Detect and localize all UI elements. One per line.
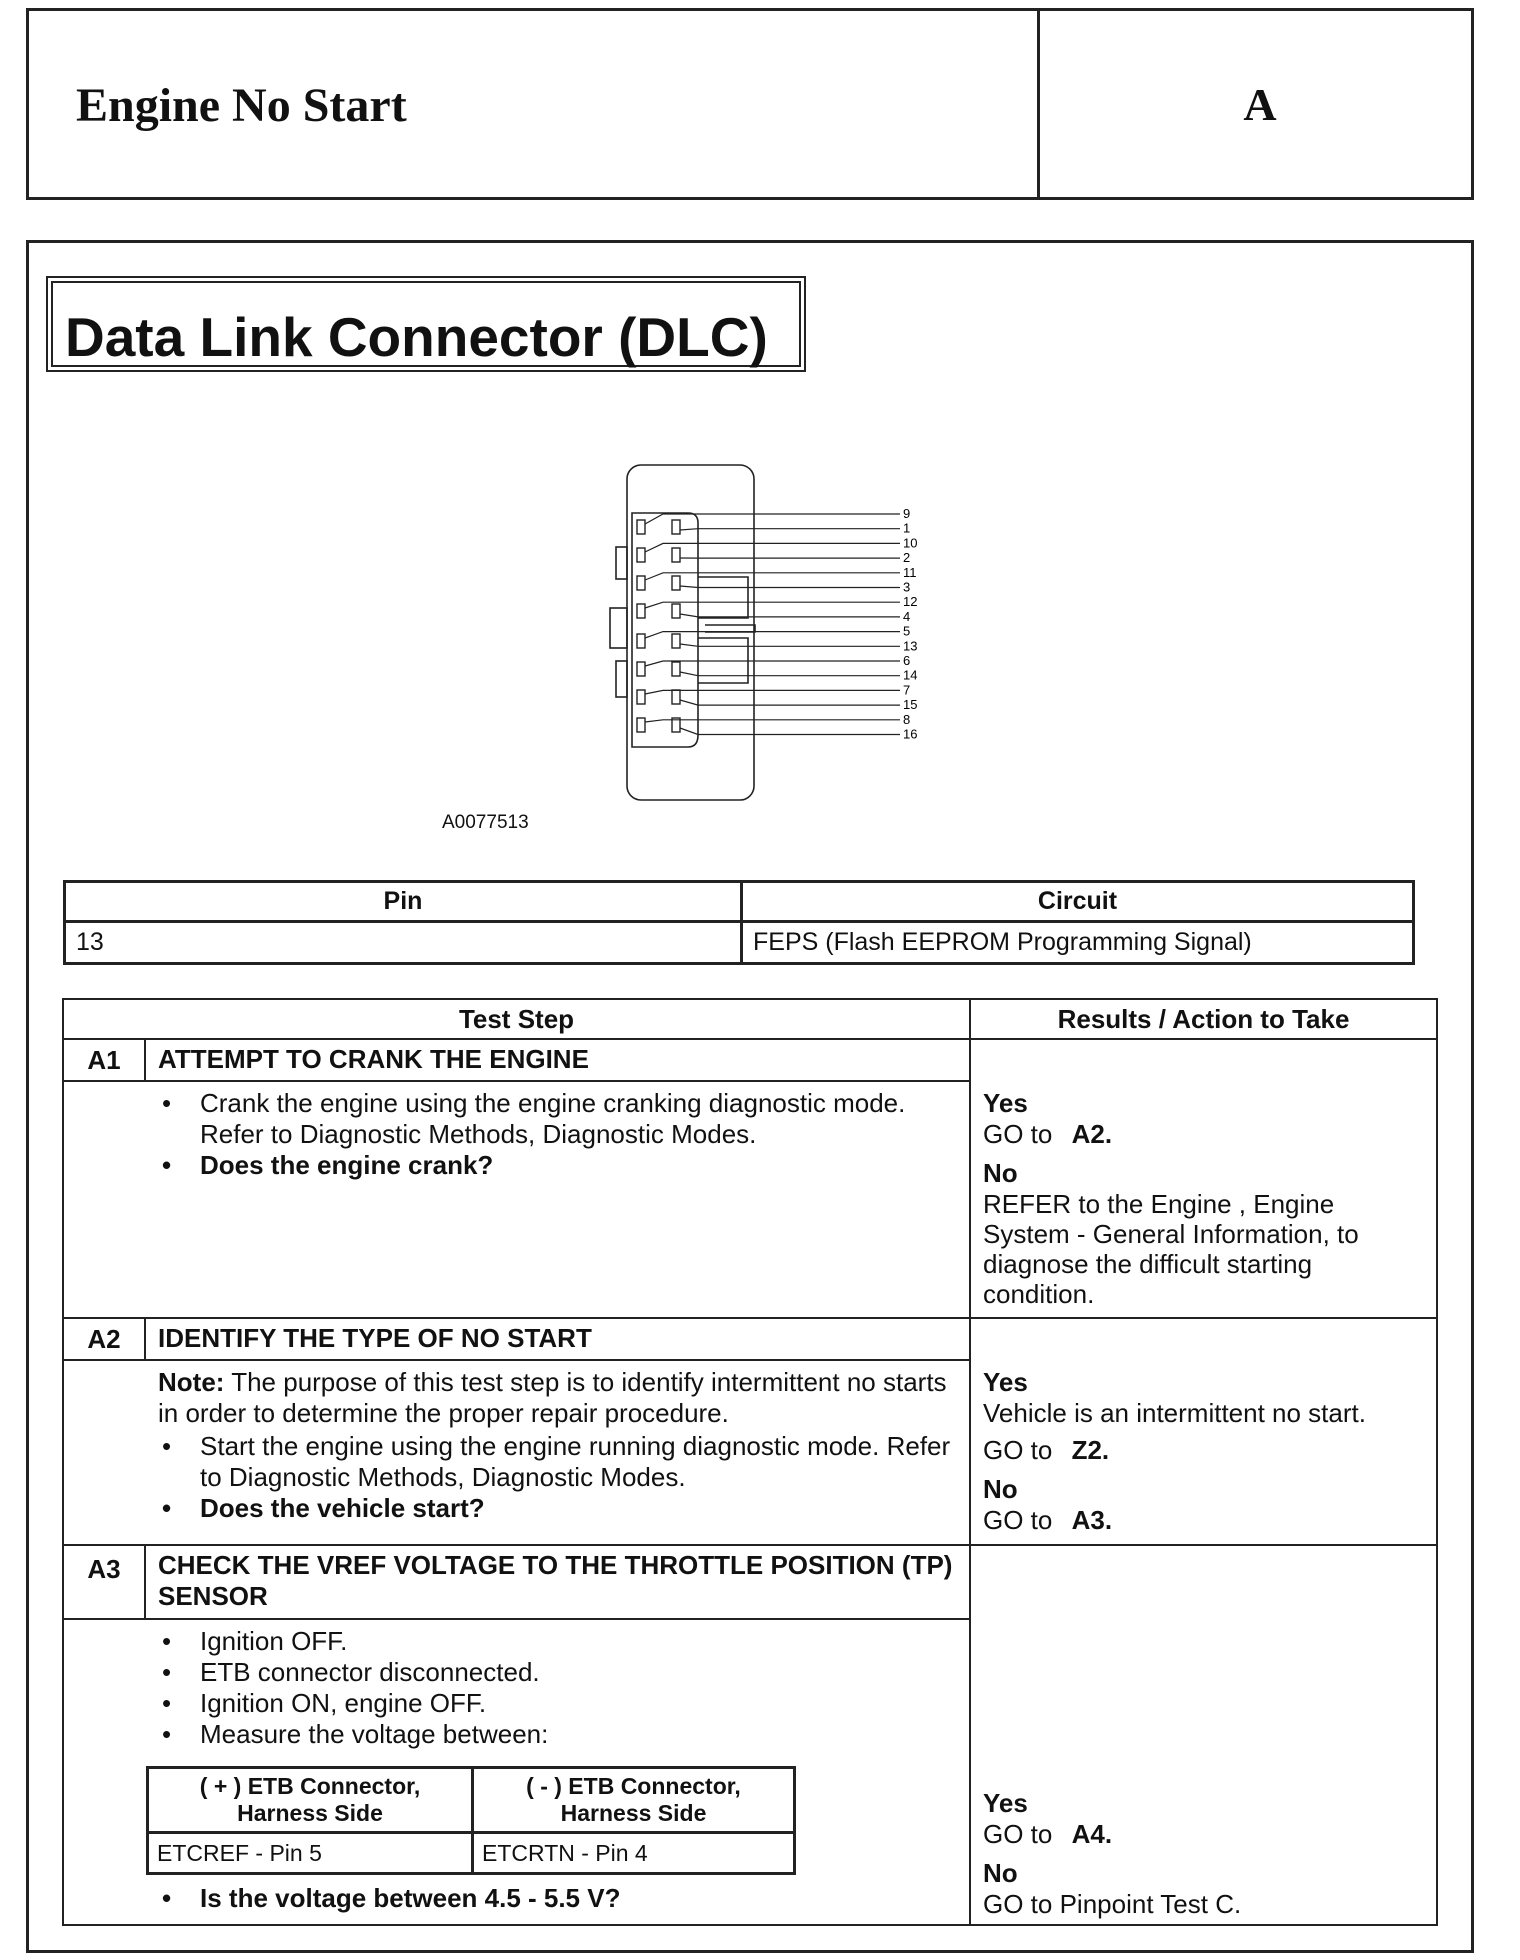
pin-header: Pin — [65, 882, 742, 922]
dlc-pin — [637, 576, 645, 590]
dlc-pin — [672, 662, 680, 676]
etb-measurement-table — [146, 1766, 796, 1875]
step-results-a2 — [970, 1318, 1437, 1545]
table-row — [148, 1833, 795, 1874]
pin-number-label: 9 — [903, 506, 911, 521]
pin-leader-line — [680, 728, 900, 735]
contact-bracket-upper — [698, 577, 748, 618]
page-title: Engine No Start — [76, 79, 407, 132]
step-bullets-a3 — [158, 1626, 957, 1750]
step-question-a3 — [158, 1883, 957, 1914]
step-title-a1: ATTEMPT TO CRANK THE ENGINE — [145, 1039, 970, 1081]
latch-left-lower — [616, 661, 627, 697]
pin-leader-line — [680, 529, 900, 530]
pin-leader-line — [645, 543, 900, 552]
yes-label: Yes — [983, 1788, 1028, 1818]
pin-number-label: 1 — [903, 520, 911, 536]
dlc-pin — [637, 634, 645, 648]
goto-prefix: GO to — [983, 1435, 1053, 1465]
latch-left-mid — [610, 608, 627, 648]
no-action: GO to Pinpoint Test C. — [983, 1889, 1242, 1919]
dlc-pin — [637, 548, 645, 562]
goto-target: A4. — [1071, 1819, 1113, 1849]
pin-number-label: 8 — [903, 711, 911, 727]
no-label: No — [983, 1858, 1018, 1888]
section-letter: A — [1243, 79, 1277, 130]
list-item: • Crank the engine using the engine cranking diagnostic mode. Refer to Diagnostic Methods, Diagnostic Modes. — [158, 1088, 957, 1150]
goto-prefix: GO to — [983, 1505, 1053, 1535]
pin-number-label: 4 — [903, 608, 911, 624]
pin-number-label: 13 — [903, 638, 918, 654]
pin-leader-line — [645, 720, 900, 722]
pin-leader-line — [680, 644, 900, 646]
connector-notch — [705, 625, 755, 632]
list-item: • Does the engine crank? — [158, 1150, 957, 1181]
pin-number-label: 2 — [903, 550, 911, 566]
circuit-value: FEPS (Flash EEPROM Programming Signal) — [742, 922, 1414, 964]
step-results-a1 — [970, 1039, 1437, 1318]
pin-number-label: 16 — [903, 726, 918, 742]
test-step-header: Test Step — [63, 999, 970, 1039]
pin-leader-line — [680, 586, 900, 588]
dlc-pin — [637, 662, 645, 676]
step-body-a3 — [63, 1619, 970, 1925]
dlc-pin — [672, 634, 680, 648]
dlc-pin — [672, 690, 680, 704]
dlc-pin — [672, 604, 680, 618]
list-item: • Ignition ON, engine OFF. — [158, 1688, 957, 1719]
note-label: Note: — [158, 1367, 225, 1398]
pin-leader-line — [645, 690, 900, 694]
step-note-a2 — [158, 1367, 957, 1429]
section-title-box — [46, 276, 806, 372]
step-body-a2 — [63, 1360, 970, 1545]
dlc-pin — [637, 604, 645, 618]
dlc-pin — [637, 690, 645, 704]
list-item: • Start the engine using the engine running diagnostic mode. Refer to Diagnostic Methods, Diagnostic Modes. — [158, 1431, 957, 1493]
negative-lead-header: ( - ) ETB Connector, Harness Side — [473, 1768, 795, 1833]
pin-leader-line — [645, 573, 900, 580]
dlc-pin — [672, 576, 680, 590]
pin-leader-line — [680, 672, 900, 676]
pin-value: 13 — [65, 922, 742, 964]
goto-target: Z2. — [1071, 1435, 1110, 1465]
step-id-a1: A1 — [63, 1039, 145, 1081]
section-title: Data Link Connector (DLC) — [65, 306, 768, 368]
dlc-pin — [672, 520, 680, 534]
step-id-a3: A3 — [63, 1545, 145, 1619]
pin-number-label: 12 — [903, 594, 918, 610]
goto-prefix: GO to — [983, 1119, 1053, 1149]
step-bullets-a2 — [158, 1431, 957, 1524]
yes-action — [983, 1119, 1424, 1150]
dlc-connector-diagram — [600, 455, 920, 815]
circuit-header: Circuit — [742, 882, 1414, 922]
step-results-a3 — [970, 1545, 1437, 1925]
list-item: • Ignition OFF. — [158, 1626, 957, 1657]
latch-left-upper — [616, 547, 627, 579]
dlc-pin — [637, 520, 645, 534]
list-item: • Does the vehicle start? — [158, 1493, 957, 1524]
goto-target: A3. — [1071, 1505, 1113, 1535]
no-label: No — [983, 1474, 1018, 1504]
no-label: No — [983, 1158, 1018, 1188]
pin-circuit-table — [63, 880, 1415, 965]
step-title-a3: CHECK THE VREF VOLTAGE TO THE THROTTLE POSITION (TP) SENSOR — [145, 1545, 970, 1619]
pin-number-label: 10 — [903, 535, 918, 551]
yes-label: Yes — [983, 1088, 1028, 1118]
pin-number-label: 3 — [903, 579, 911, 595]
step-bullets-a1 — [158, 1088, 957, 1181]
yes-action — [983, 1435, 1424, 1466]
yes-label: Yes — [983, 1367, 1028, 1397]
pin-leader-line — [645, 514, 900, 524]
no-action — [983, 1505, 1424, 1536]
header-divider — [1037, 8, 1040, 200]
pin-leader-line — [645, 661, 900, 666]
positive-lead-value: ETCREF - Pin 5 — [148, 1833, 473, 1874]
pin-number-label: 5 — [903, 623, 911, 639]
pin-leader-line — [645, 632, 900, 638]
pin-leader-line — [680, 614, 900, 617]
list-item: • Measure the voltage between: — [158, 1719, 957, 1750]
pin-leader-line — [680, 700, 900, 705]
dlc-pin — [637, 718, 645, 732]
goto-target: A2. — [1071, 1119, 1113, 1149]
test-step-table — [62, 998, 1438, 1926]
yes-action — [983, 1819, 1424, 1850]
pin-number-label: 11 — [903, 564, 917, 580]
pin-number-label: 6 — [903, 653, 911, 668]
pin-number-label: 7 — [903, 682, 911, 698]
pin-number-label: 14 — [903, 667, 918, 683]
figure-id: A0077513 — [442, 812, 529, 833]
results-header: Results / Action to Take — [970, 999, 1437, 1039]
no-action: REFER to the Engine , Engine System - General Information, to diagnose the difficult starting condition. — [983, 1189, 1359, 1309]
step-title-a2: IDENTIFY THE TYPE OF NO START — [145, 1318, 970, 1360]
table-row — [65, 922, 1414, 964]
list-item: • Is the voltage between 4.5 - 5.5 V? — [158, 1883, 957, 1914]
note-text: The purpose of this test step is to identify intermittent no starts in order to determine the proper repair procedure. — [158, 1367, 947, 1429]
negative-lead-value: ETCRTN - Pin 4 — [473, 1833, 795, 1874]
step-body-a1 — [63, 1081, 970, 1318]
step-id-a2: A2 — [63, 1318, 145, 1360]
pin-leader-line — [645, 602, 900, 608]
yes-text: Vehicle is an intermittent no start. — [983, 1398, 1366, 1428]
pin-number-label: 15 — [903, 697, 918, 713]
list-item: • ETB connector disconnected. — [158, 1657, 957, 1688]
positive-lead-header: ( + ) ETB Connector, Harness Side — [148, 1768, 473, 1833]
dlc-pin — [672, 548, 680, 562]
goto-prefix: GO to — [983, 1819, 1053, 1849]
